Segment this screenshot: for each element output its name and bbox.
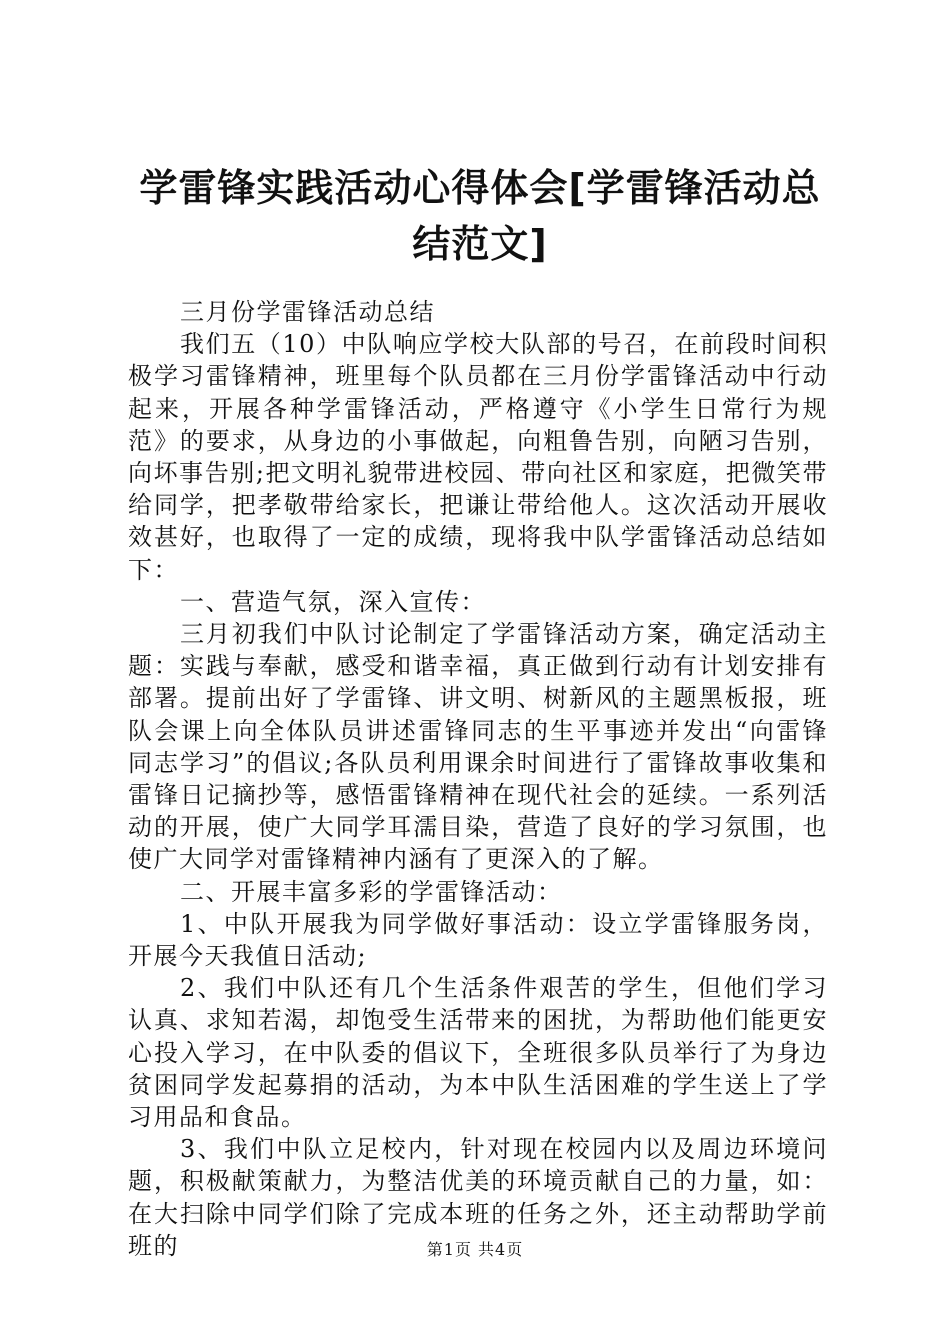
page-footer: 第1页 共4页 xyxy=(426,1240,524,1259)
paragraph-section-1: 三月初我们中队讨论制定了学雷锋活动方案，确定活动主题：实践与奉献，感受和谐幸福，真正做到行动有计划安排有部署。提前出好了学雷锋、讲文明、树新风的主题黑板报，班队会课上向全体队员讲述雷锋同志的生平事迹并发出“向雷锋同志学习”的倡议;各队员利用课余时间进行了雷锋故事收集和雷锋日记摘抄等，感悟雷锋精神在现代社会的延续。一系列活动的开展，使广大同学耳濡目染，营造了良好的学习氛围，也使广大同学对雷锋精神内涵有了更深入的了解。 xyxy=(128,620,828,874)
document-body xyxy=(128,296,828,1262)
paragraph-intro: 我们五（10）中队响应学校大队部的号召，在前段时间积极学习雷锋精神，班里每个队员都在三月份学雷锋活动中行动起来，开展各种学雷锋活动，严格遵守《小学生日常行为规范》的要求，从身边的小事做起，向粗鲁告别，向陋习告别，向坏事告别;把文明礼貌带进校园、带向社区和家庭，把微笑带给同学，把孝敬带给家长，把谦让带给他人。这次活动开展收效甚好，也取得了一定的成绩，现将我中队学雷锋活动总结如下： xyxy=(128,330,828,584)
paragraph-heading: 三月份学雷锋活动总结 xyxy=(180,298,435,326)
paragraph-item-1: 1、中队开展我为同学做好事活动：设立学雷锋服务岗，开展今天我值日活动; xyxy=(128,909,828,971)
document-title: 学雷锋实践活动心得体会[学雷锋活动总结范文] xyxy=(139,166,821,266)
section-heading-2: 二、开展丰富多彩的学雷锋活动： xyxy=(180,877,563,906)
paragraph-item-2: 2、我们中队还有几个生活条件艰苦的学生，但他们学习认真、求知若渴，却饱受生活带来的困扰，为帮助他们能更安心投入学习，在中队委的倡议下，全班很多队员举行了为身边贫困同学发起募捐的活动，为本中队生活困难的学生送上了学习用品和食品。 xyxy=(128,974,828,1132)
section-heading-1: 一、营造气氛，深入宣传： xyxy=(180,587,486,616)
paragraph-item-3: 3、我们中队立足校内，针对现在校园内以及周边环境问题，积极献策献力，为整洁优美的环境贡献自己的力量，如：在大扫除中同学们除了完成本班的任务之外，还主动帮助学前班的 xyxy=(128,1135,828,1260)
